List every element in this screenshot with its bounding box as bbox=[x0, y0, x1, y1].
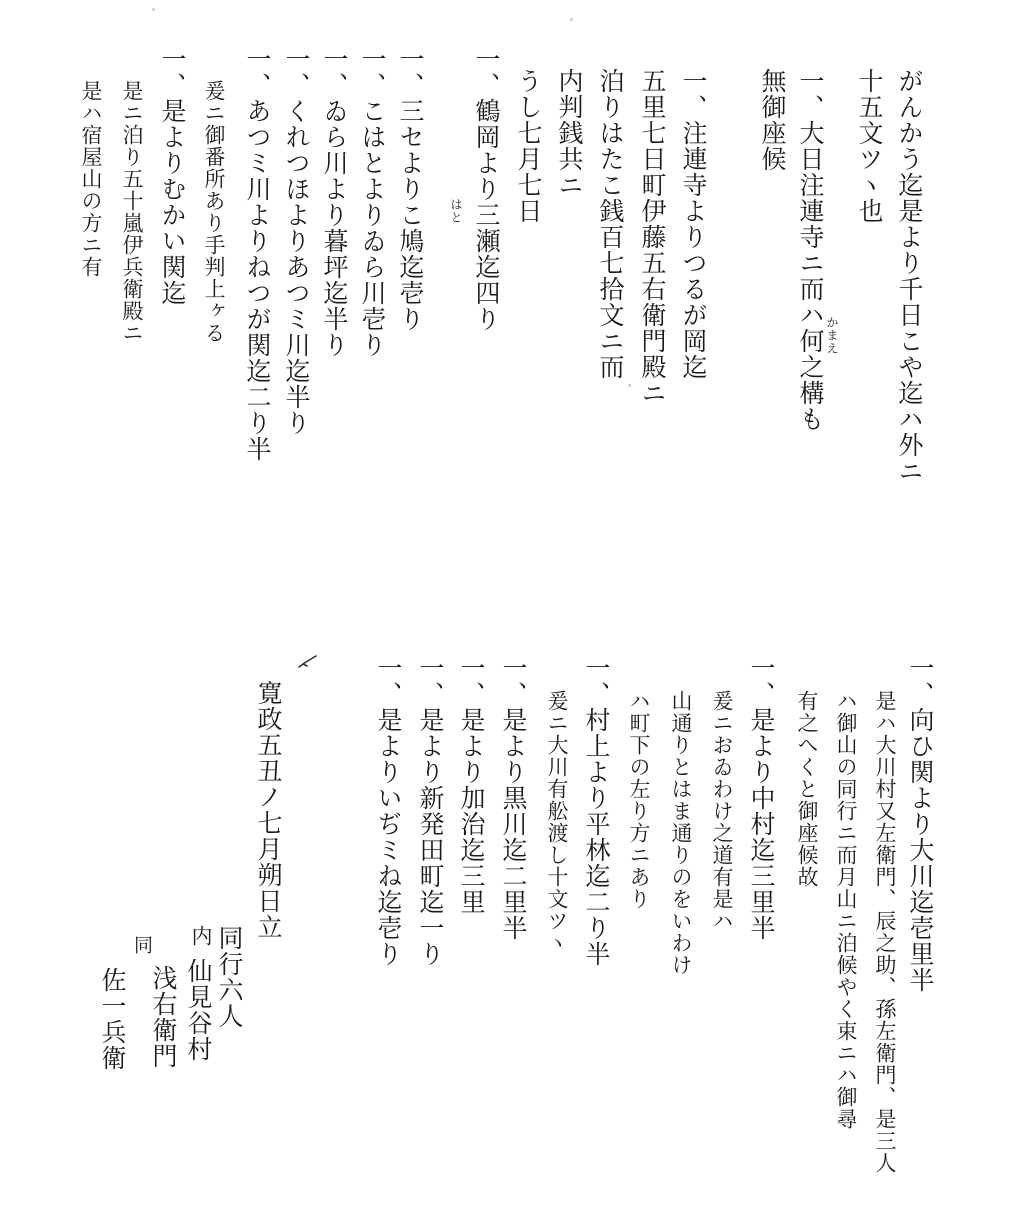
scan-speck bbox=[570, 18, 573, 21]
text-line: 五里七日町伊藤五右衛門殿ニ bbox=[638, 68, 667, 406]
village-prefix: 内 bbox=[189, 925, 213, 947]
text-line: 山通りとはま通りのをいわけ bbox=[669, 690, 693, 976]
text-line: 一、是よりいぢミね迄壱り bbox=[374, 655, 403, 967]
text-line: 一、あつミ川よりねつが関迄二り半 bbox=[243, 46, 272, 462]
text-line: 一、注連寺よりつるが岡迄 bbox=[679, 68, 708, 380]
text-line: 一、三セよりこ鳩迄壱り bbox=[396, 46, 425, 332]
text-line: 一、くれつほよりあつミ川迄半り bbox=[282, 46, 311, 436]
text-line: ハ町下の左り方ニあり bbox=[627, 690, 651, 910]
text-line: 無御座候 bbox=[758, 68, 787, 172]
text-line: 泊りはたこ銭百七拾文ニ而 bbox=[596, 68, 625, 380]
same-mark: 同 bbox=[131, 935, 153, 955]
village-name: 仙見谷村 bbox=[184, 958, 213, 1062]
text-line: うし七月七日 bbox=[514, 68, 543, 224]
ruby-annotation: かまえ bbox=[825, 316, 839, 355]
ruby-annotation: はと bbox=[449, 198, 463, 224]
text-line: 一、是より中村迄三里半 bbox=[747, 655, 776, 941]
text-line: 一、村上より平林迄二り半 bbox=[582, 655, 611, 967]
text-line: 一、大日注連寺ニ而ハ何之構も bbox=[796, 68, 825, 432]
text-line: 是ニ泊り五十嵐伊兵衛殿ニ bbox=[120, 80, 144, 344]
text-line: 一、是より新発田町迄一り bbox=[416, 655, 445, 967]
text-line: 一、是より黒川迄二里半 bbox=[499, 655, 528, 941]
text-line: がんかう迄是より千日こや迄ハ外ニ bbox=[895, 68, 924, 484]
companions-count: 同行六人 bbox=[215, 925, 244, 1029]
scan-speck bbox=[152, 8, 155, 11]
text-line: ハ御山の同行ニ而月山ニ泊候やく束ニハ御尋 bbox=[834, 690, 858, 1130]
person-name: 佐一兵衛 bbox=[98, 967, 127, 1071]
date-line: 寛政五丑ノ七月朔日立 bbox=[254, 680, 283, 940]
text-line: 是ハ宿屋山の方ニ有 bbox=[79, 80, 103, 278]
text-line: 爰ニおゐわけ之道有是ハ bbox=[710, 690, 734, 932]
text-line: 是ハ大川村又左衛門、辰之助、孫左衛門、是三人 bbox=[873, 690, 897, 1174]
text-line: 一、こはとよりゐら川壱り bbox=[358, 46, 387, 358]
text-line: 爰ニ大川有舩渡し十文ツヽ bbox=[545, 690, 569, 954]
text-line: 一、向ひ関より大川迄壱里半 bbox=[906, 655, 935, 993]
text-line: 有之へくと御座候故 bbox=[795, 690, 819, 888]
text-line: 一、是よりむかい関迄 bbox=[158, 46, 187, 306]
text-line: 内判銭共ニ bbox=[555, 68, 584, 198]
text-line: 一、鶴岡より三瀬迄四り bbox=[472, 46, 501, 332]
text-line: 十五文ツヽ也 bbox=[855, 68, 884, 224]
person-name: 浅右衛門 bbox=[149, 965, 178, 1069]
text-line: 一、是より加治迄三里 bbox=[457, 655, 486, 915]
scan-speck bbox=[628, 384, 631, 387]
text-line: 爰ニ御番所あり手判上ヶる bbox=[202, 80, 226, 344]
check-mark-icon bbox=[298, 655, 318, 669]
text-line: 一、ゐら川より暮坪迄半り bbox=[320, 46, 349, 358]
